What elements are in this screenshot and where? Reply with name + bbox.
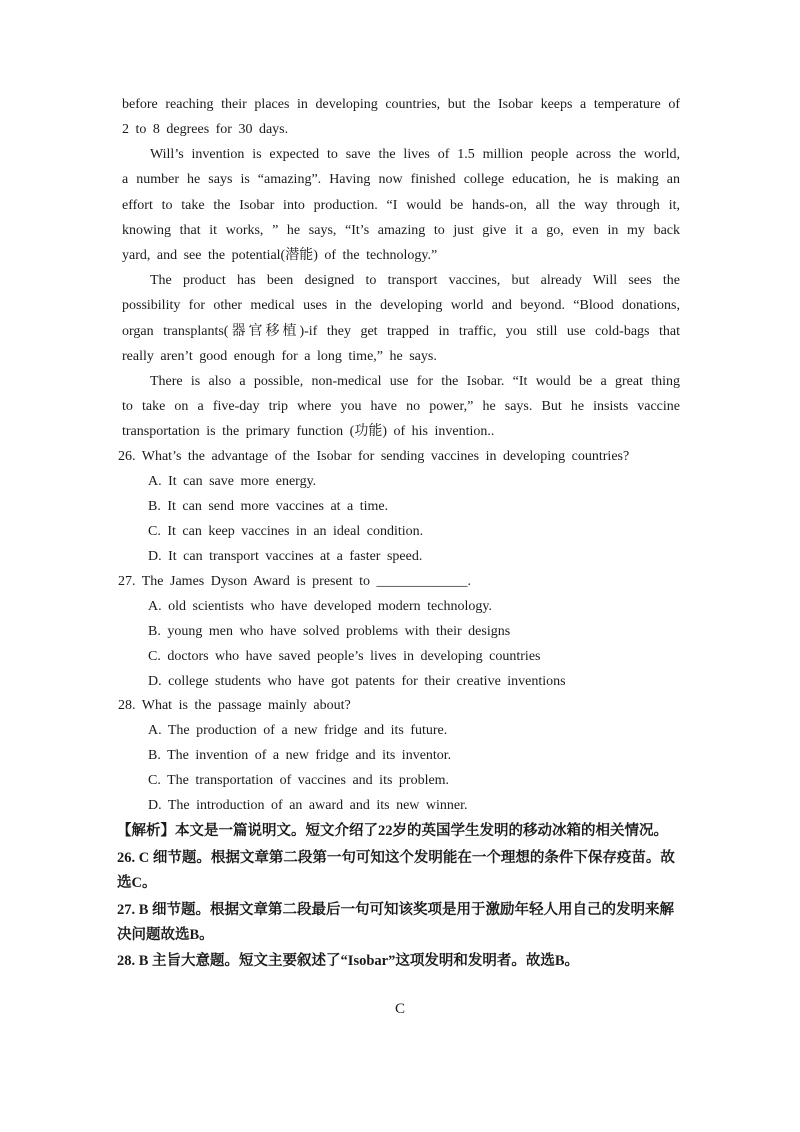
passage-line: before reaching their places in developing countries, but the Isobar keeps a temperature of <box>122 97 680 112</box>
answer-option: D. college students who have got patents for their creative inventions <box>148 674 566 689</box>
passage-line: The product has been designed to transport vaccines, but already Will sees the <box>150 273 680 288</box>
answer-option: A. It can save more energy. <box>148 474 317 489</box>
passage-line: There is also a possible, non-medical use for the Isobar. “It would be a great thing <box>150 374 680 389</box>
answer-option: A. The production of a new fridge and its future. <box>148 723 448 738</box>
analysis-line: 选C。 <box>117 875 157 891</box>
passage-line: organ transplants(器官移植)-if they get trapped in traffic, you still use cold-bags that <box>122 324 680 339</box>
passage-line: transportation is the primary function (功能) of his invention.. <box>122 424 495 439</box>
answer-option: B. It can send more vaccines at a time. <box>148 499 389 514</box>
section-label: C <box>394 1001 405 1017</box>
question-stem: 27. The James Dyson Award is present to _____________. <box>118 574 471 589</box>
passage-line: to take on a five-day trip where you have no power,” he says. But he insists vaccine <box>122 399 680 414</box>
passage-line: Will’s invention is expected to save the lives of 1.5 million people across the world, <box>150 147 680 162</box>
answer-option: C. doctors who have saved people’s lives in developing countries <box>148 649 541 664</box>
analysis-line: 27. B 细节题。根据文章第二段最后一句可知该奖项是用于激励年轻人用自己的发明来解 <box>117 902 675 918</box>
answer-option: B. young men who have solved problems with their designs <box>148 624 511 639</box>
analysis-heading: 【解析】本文是一篇说明文。短文介绍了22岁的英国学生发明的移动冰箱的相关情况。 <box>117 823 668 839</box>
answer-option: C. It can keep vaccines in an ideal condition. <box>148 524 424 539</box>
analysis-line: 28. B 主旨大意题。短文主要叙述了“Isobar”这项发明和发明者。故选B。 <box>117 953 580 969</box>
analysis-line: 决问题故选B。 <box>117 927 214 943</box>
passage-line: yard, and see the potential(潜能) of the technology.” <box>122 248 438 263</box>
passage-line: possibility for other medical uses in the developing world and beyond. “Blood donations, <box>122 298 680 313</box>
answer-option: C. The transportation of vaccines and its problem. <box>148 773 450 788</box>
question-stem: 26. What’s the advantage of the Isobar for sending vaccines in developing countries? <box>118 449 630 464</box>
passage-line: really aren’t good enough for a long time,” he says. <box>122 349 437 364</box>
answer-option: D. The introduction of an award and its new winner. <box>148 798 468 813</box>
passage-line: 2 to 8 degrees for 30 days. <box>122 122 289 137</box>
passage-line: a number he says is “amazing”. Having now finished college education, he is making an <box>122 172 680 187</box>
passage-line: effort to take the Isobar into production. “I would be hands-on, all the way through it, <box>122 198 680 213</box>
passage-line: knowing that it works, ” he says, “It’s amazing to just give it a go, even in my back <box>122 223 680 238</box>
answer-option: D. It can transport vaccines at a faster speed. <box>148 549 423 564</box>
answer-option: B. The invention of a new fridge and its inventor. <box>148 748 452 763</box>
question-stem: 28. What is the passage mainly about? <box>118 698 351 713</box>
answer-option: A. old scientists who have developed modern technology. <box>148 599 492 614</box>
analysis-line: 26. C 细节题。根据文章第二段第一句可知这个发明能在一个理想的条件下保存疫苗。故 <box>117 850 675 866</box>
